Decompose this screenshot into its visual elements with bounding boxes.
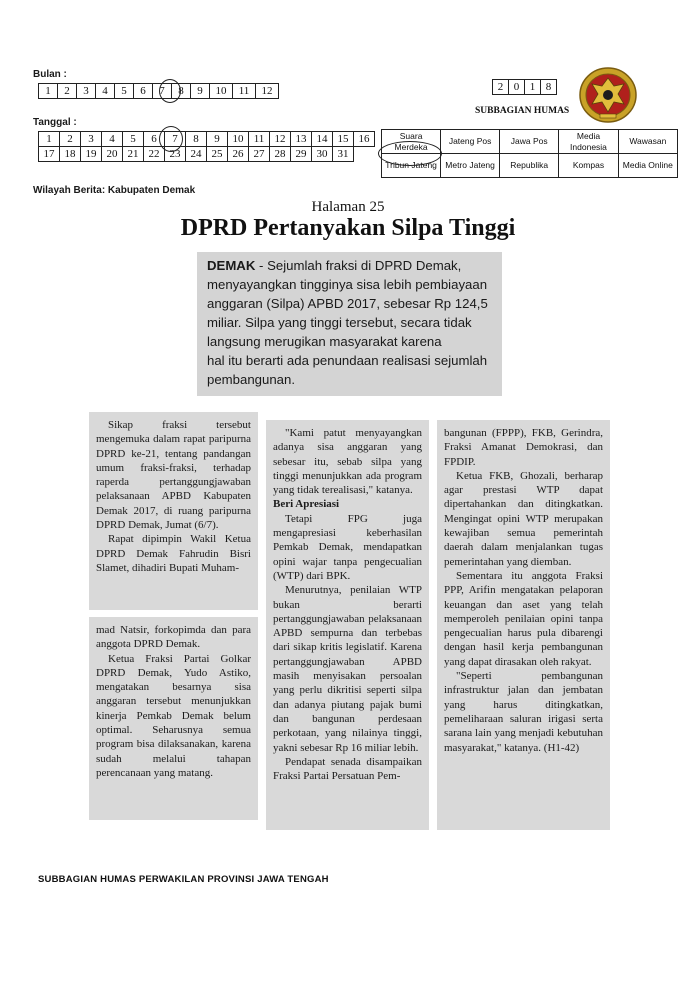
tanggal-cell: 11	[249, 132, 270, 147]
body-paragraph: bangunan (FPPP), FKB, Gerindra, Fraksi Amanat Demokrasi, dan FPDIP.	[444, 427, 603, 468]
lead-line: langsung merugikan masyarakat karena	[207, 334, 442, 349]
lead-line: - Sejumlah fraksi di DPRD Demak,	[255, 258, 462, 273]
bulan-cell: 7	[153, 84, 172, 99]
tanggal-cell: 4	[102, 132, 123, 147]
tanggal-cell: 8	[186, 132, 207, 147]
tanggal-cell: 16	[354, 132, 375, 147]
year-cell: 2	[493, 80, 509, 95]
media-cell: Wawasan	[618, 130, 677, 154]
tanggal-cell: 22	[144, 147, 165, 162]
tanggal-cell: 30	[312, 147, 333, 162]
tanggal-cell: 17	[39, 147, 60, 162]
body-paragraph: mad Natsir, forkopimda dan para anggota DPRD Demak.	[96, 624, 251, 651]
year-grid	[492, 79, 557, 95]
lead-line: menyayangkan tingginya sisa lebih pembiayaan	[207, 277, 488, 292]
tanggal-cell: 10	[228, 132, 249, 147]
article-column-3	[437, 420, 610, 830]
article-column-1b	[89, 617, 258, 820]
tanggal-cell: 19	[81, 147, 102, 162]
lead-line: miliar. Silpa yang tinggi tersebut, secara tidak	[207, 315, 472, 330]
tanggal-cell: 9	[207, 132, 228, 147]
year-cell: 1	[525, 80, 541, 95]
tanggal-cell: 1	[39, 132, 60, 147]
year-cell: 0	[509, 80, 525, 95]
body-paragraph: Pendapat senada disampaikan Fraksi Partai Persatuan Pem-	[273, 755, 422, 783]
tanggal-cell: 18	[60, 147, 81, 162]
body-paragraph: "Seperti pembangunan infrastruktur jalan dan jembatan yang harus ditingkatkan, pemeliharaan saluran irigasi serta sarana lain yang menjadi kebutuhan masyarakat," katanya. (H1-42)	[444, 670, 603, 754]
tanggal-cell: 3	[81, 132, 102, 147]
tanggal-cell: 5	[123, 132, 144, 147]
subheading: Beri Apresiasi	[273, 498, 340, 511]
body-paragraph: Menurutnya, penilaian WTP bukan berarti pertanggungjawaban pelaksanaan APBD sempurna dan terbebas dari sikap kritis legislatif. Karena pertanggungjawaban APBD masih menyisakan persoalan yang perlu dikritisi seperti silpa dan adanya piutang pajak bumi dan bangunan perdesaan perkotaan, yang nilainya tinggi, yakni sebesar Rp 16 miliar lebih.	[273, 584, 422, 754]
tanggal-cell: 12	[270, 132, 291, 147]
media-cell: Suara Merdeka	[382, 130, 441, 154]
article-column-2	[266, 420, 429, 830]
tanggal-cell: 14	[312, 132, 333, 147]
body-paragraph: Ketua FKB, Ghozali, berharap agar prestasi WTP dapat dipertahankan dan ditingkatkan. Mengingat opini WTP merupakan kewajiban semua pemerintah daerah dalam menjalankan tugas pemerintahan yang diemban.	[444, 469, 603, 568]
lead-line: hal itu berarti ada penundaan realisasi sejumlah	[207, 353, 488, 368]
tanggal-cell: 7	[165, 132, 186, 147]
body-paragraph: Rapat dipimpin Wakil Ketua DPRD Demak Fahrudin Bisri Slamet, dihadiri Bupati Muham-	[96, 533, 251, 574]
tanggal-cell: 21	[123, 147, 144, 162]
tanggal-label: Tanggal :	[33, 117, 77, 128]
tanggal-grid	[38, 131, 375, 162]
body-paragraph: Ketua Fraksi Partai Golkar DPRD Demak, Yudo Astiko, mengatakan besarnya sisa anggaran tersebut menunjukkan kinerja Pemkab Demak belum optimal. Seharusnya semua program bisa dilaksanakan, karena sudah melalui tahapan perencanaan yang matang.	[96, 652, 251, 779]
tanggal-cell: 25	[207, 147, 228, 162]
bulan-cell: 2	[58, 84, 77, 99]
media-cell: Media Indonesia	[559, 130, 618, 154]
media-cell: Metro Jateng	[441, 154, 500, 178]
bulan-cell: 8	[172, 84, 191, 99]
bulan-cell: 6	[134, 84, 153, 99]
bulan-cell: 5	[115, 84, 134, 99]
tanggal-cell: 24	[186, 147, 207, 162]
year-cell: 8	[541, 80, 557, 95]
bulan-cell: 3	[77, 84, 96, 99]
wilayah-label: Wilayah Berita: Kabupaten Demak	[33, 185, 196, 196]
tanggal-cell: 23	[165, 147, 186, 162]
headline: DPRD Pertanyakan Silpa Tinggi	[180, 215, 516, 241]
lead-dateline: DEMAK	[207, 258, 256, 273]
media-cell: Jateng Pos	[441, 130, 500, 154]
media-cell: Tribun Jateng	[382, 154, 441, 178]
media-cell: Media Online	[618, 154, 677, 178]
body-paragraph: Sikap fraksi tersebut mengemuka dalam rapat paripurna DPRD ke-21, tentang pandangan umum fraksi-fraksi, terhadap raperda pertanggungjawaban pelaksanaan APBD Kabupaten Demak 2017, di ruang paripurna DPRD Demak, Jumat (6/7).	[96, 419, 251, 532]
department-label: SUBBAGIAN HUMAS	[475, 106, 570, 116]
garuda-emblem	[578, 66, 638, 124]
tanggal-cell: 6	[144, 132, 165, 147]
tanggal-cell: 15	[333, 132, 354, 147]
tanggal-cell: 29	[291, 147, 312, 162]
bulan-label: Bulan :	[33, 69, 67, 80]
tanggal-cell: 13	[291, 132, 312, 147]
article-column-1a	[89, 412, 258, 610]
lead-line: anggaran (Silpa) APBD 2017, sebesar Rp 124,5	[207, 296, 488, 311]
media-cell: Jawa Pos	[500, 130, 559, 154]
lead-line: pembangunan.	[207, 372, 295, 387]
page-number: Halaman 25	[311, 199, 385, 215]
tanggal-cell: 26	[228, 147, 249, 162]
media-cell: Republika	[500, 154, 559, 178]
body-paragraph: Tetapi FPG juga mengapresiasi keberhasilan Pemkab Demak, mendapatkan opini wajar tanpa pengecualian (WTP) dari BPK.	[273, 512, 422, 582]
media-table	[381, 129, 678, 178]
bulan-cell: 11	[233, 84, 256, 99]
bulan-grid	[38, 83, 279, 99]
footer-text: SUBBAGIAN HUMAS PERWAKILAN PROVINSI JAWA TENGAH	[38, 874, 329, 885]
tanggal-cell: 2	[60, 132, 81, 147]
bulan-cell: 4	[96, 84, 115, 99]
bulan-cell: 10	[210, 84, 233, 99]
bulan-cell: 1	[39, 84, 58, 99]
bulan-cell: 9	[191, 84, 210, 99]
body-paragraph: Sementara itu anggota Fraksi PPP, Arifin mengatakan pelaporan keuangan dan aset yang telah memperoleh penilaian opini tanpa pengecualian harus pula dibarengi dengan hasil kerja pembangunan yang dapat dirasakan oleh rakyat.	[444, 569, 603, 668]
bulan-cell: 12	[256, 84, 279, 99]
tanggal-cell: 20	[102, 147, 123, 162]
media-cell: Kompas	[559, 154, 618, 178]
lead-paragraph	[197, 252, 502, 396]
tanggal-cell: 28	[270, 147, 291, 162]
tanggal-cell: 31	[333, 147, 354, 162]
tanggal-cell: 27	[249, 147, 270, 162]
body-paragraph: "Kami patut menyayangkan adanya sisa anggaran yang sebesar itu, sebab silpa yang tinggi menunjukkan ada program yang tidak terealisasi," katanya.	[273, 427, 422, 497]
